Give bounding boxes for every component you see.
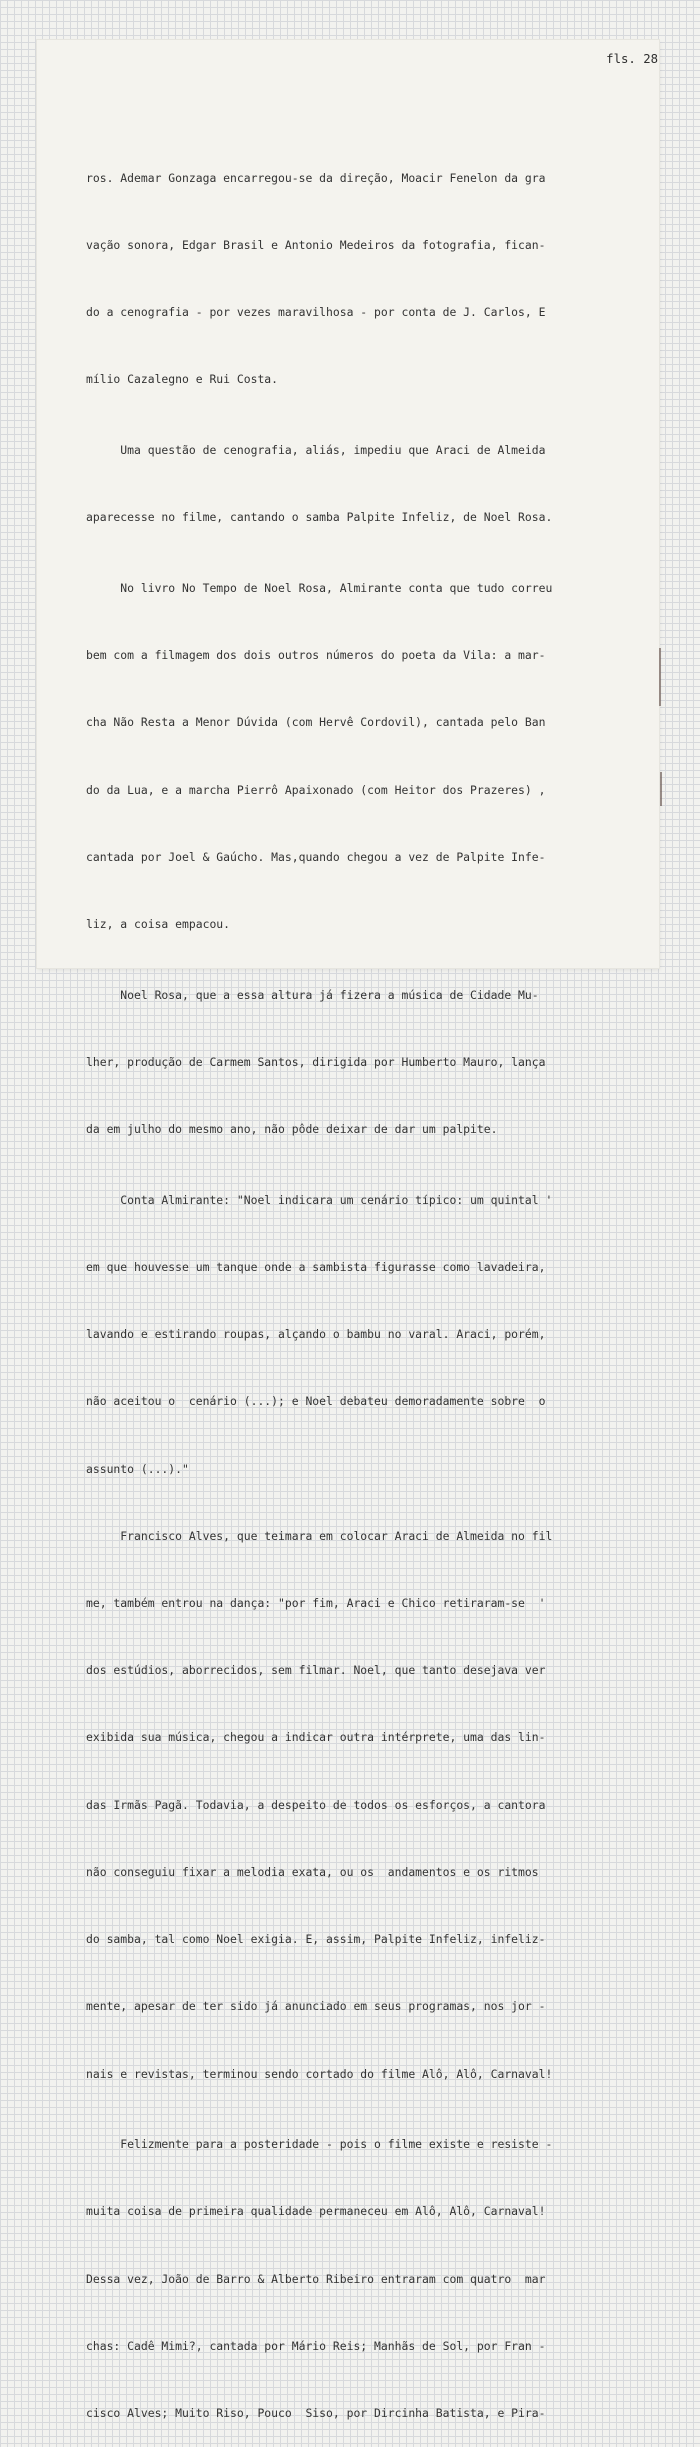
text-line: mílio Cazalegno e Rui Costa. <box>86 372 279 387</box>
text-line: Noel Rosa, que a essa altura já fizera a música de Cidade Mu- <box>86 987 539 1002</box>
text-line: Uma questão de cenografia, aliás, impediu que Araci de Almeida <box>86 443 546 458</box>
text-line: assunto (...)." <box>86 1461 189 1476</box>
text-line: Conta Almirante: "Noel indicara um cenário típico: um quintal ' <box>86 1192 553 1207</box>
typed-body-text <box>86 122 626 2447</box>
text-line: chas: Cadê Mimi?, cantada por Mário Reis; Manhãs de Sol, por Fran - <box>86 2338 546 2353</box>
text-line: No livro No Tempo de Noel Rosa, Almirante conta que tudo correu <box>86 581 553 596</box>
text-line: Dessa vez, João de Barro & Alberto Ribeiro entraram com quatro mar <box>86 2271 546 2286</box>
text-line: Felizmente para a posteridade - pois o filme existe e resiste - <box>86 2137 553 2152</box>
text-line: ros. Ademar Gonzaga encarregou-se da direção, Moacir Fenelon da gra <box>86 170 546 185</box>
text-line: nais e revistas, terminou sendo cortado do filme Alô, Alô, Carnaval! <box>86 2066 553 2081</box>
text-line: liz, a coisa empacou. <box>86 917 231 932</box>
text-line: da em julho do mesmo ano, não pôde deixar de dar um palpite. <box>86 1122 498 1137</box>
text-line: bem com a filmagem dos dois outros números do poeta da Vila: a mar- <box>86 648 546 663</box>
text-line: não conseguiu fixar a melodia exata, ou os andamentos e os ritmos <box>86 1864 539 1879</box>
text-line: Francisco Alves, que teimara em colocar Araci de Almeida no fil <box>86 1528 553 1543</box>
text-line: dos estúdios, aborrecidos, sem filmar. Noel, que tanto desejava ver <box>86 1663 546 1678</box>
margin-pencil-mark <box>660 772 662 806</box>
text-line: muita coisa de primeira qualidade permaneceu em Alô, Alô, Carnaval! <box>86 2204 546 2219</box>
text-line: cisco Alves; Muito Riso, Pouco Siso, por Dircinha Batista, e Pira- <box>86 2406 546 2421</box>
text-line: vação sonora, Edgar Brasil e Antonio Medeiros da fotografia, fican- <box>86 238 546 253</box>
text-line: me, também entrou na dança: "por fim, Araci e Chico retiraram-se ' <box>86 1596 546 1611</box>
text-line: cha Não Resta a Menor Dúvida (com Hervê Cordovil), cantada pelo Ban <box>86 715 546 730</box>
text-line: exibida sua música, chegou a indicar outra intérprete, uma das lin- <box>86 1730 546 1745</box>
text-line: do da Lua, e a marcha Pierrô Apaixonado (com Heitor dos Prazeres) , <box>86 782 546 797</box>
text-line: lavando e estirando roupas, alçando o bambu no varal. Araci, porém, <box>86 1327 546 1342</box>
margin-pencil-mark <box>659 648 661 706</box>
page-folio-number: fls. 28 <box>606 52 658 66</box>
text-line: aparecesse no filme, cantando o samba Palpite Infeliz, de Noel Rosa. <box>86 510 553 525</box>
text-line: das Irmãs Pagã. Todavia, a despeito de todos os esforços, a cantora <box>86 1797 546 1812</box>
text-line: do a cenografia - por vezes maravilhosa - por conta de J. Carlos, E <box>86 305 546 320</box>
text-line: em que houvesse um tanque onde a sambista figurasse como lavadeira, <box>86 1260 546 1275</box>
text-line: lher, produção de Carmem Santos, dirigida por Humberto Mauro, lança <box>86 1054 546 1069</box>
text-line: mente, apesar de ter sido já anunciado em seus programas, nos jor - <box>86 1999 546 2014</box>
text-line: não aceitou o cenário (...); e Noel debateu demoradamente sobre o <box>86 1394 546 1409</box>
text-line: cantada por Joel & Gaúcho. Mas,quando chegou a vez de Palpite Infe- <box>86 849 546 864</box>
text-line: do samba, tal como Noel exigia. E, assim, Palpite Infeliz, infeliz- <box>86 1932 546 1947</box>
